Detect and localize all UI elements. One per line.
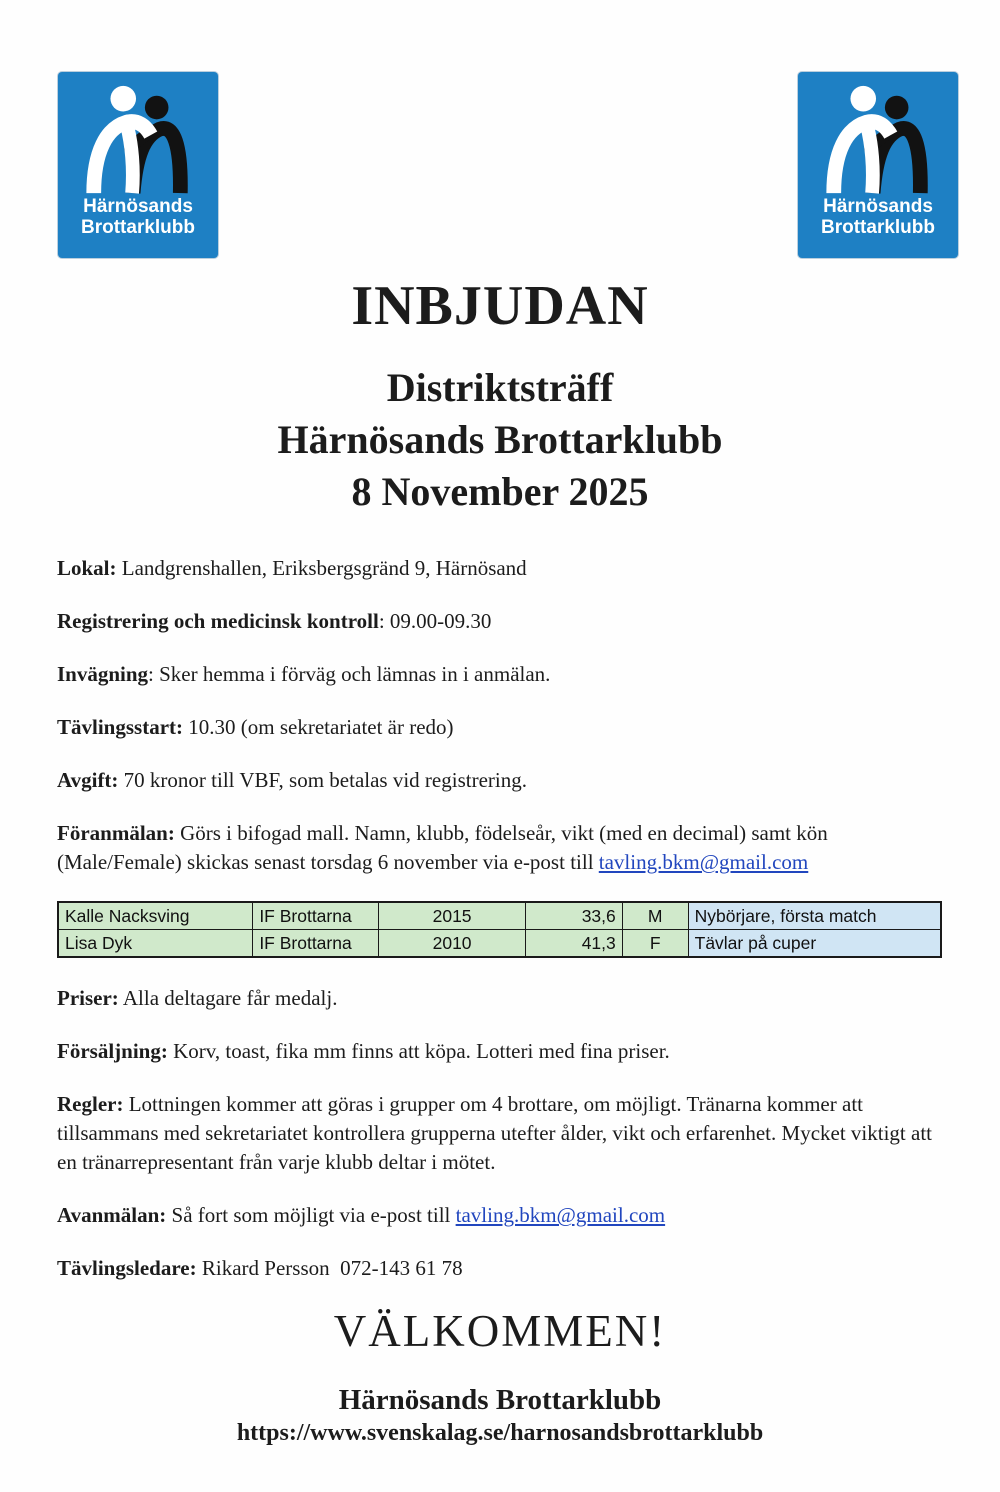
club-logo-left (58, 72, 218, 258)
cell-name: Kalle Nacksving (58, 902, 253, 930)
detail-label: Regler: (57, 1092, 124, 1117)
cell-sex: M (622, 902, 688, 930)
cell-note: Nybörjare, första match (688, 902, 941, 930)
detail-text: 70 kronor till VBF, som betalas vid registrering. (118, 768, 527, 793)
cell-name: Lisa Dyk (58, 930, 253, 958)
table-row (58, 930, 941, 958)
logo-text (821, 196, 935, 239)
entry-table (57, 901, 942, 958)
detail-tavlingsstart (57, 713, 942, 742)
logo-header (0, 0, 1000, 258)
detail-text: Landgrenshallen, Eriksbergsgränd 9, Härnösand (116, 556, 527, 581)
detail-registrering (57, 607, 942, 636)
cell-club: IF Brottarna (253, 902, 379, 930)
cell-weight: 33,6 (525, 902, 622, 930)
detail-label: Avanmälan: (57, 1203, 167, 1228)
wrestlers-icon (819, 82, 937, 194)
detail-label: Föranmälan: (57, 821, 175, 846)
detail-label: Tävlingsledare: (57, 1256, 197, 1281)
email-link[interactable]: tavling.bkm@gmail.com (598, 850, 809, 875)
detail-label: Registrering och medicinsk kontroll (57, 609, 379, 634)
logo-text-line2: Brottarklubb (81, 217, 195, 239)
logo-text (81, 196, 195, 239)
detail-forsaljning (57, 1037, 942, 1066)
cell-year: 2015 (379, 902, 526, 930)
subtitle-club: Härnösands Brottarklubb (277, 417, 723, 463)
detail-label: Försäljning: (57, 1039, 168, 1064)
club-logo-right (798, 72, 958, 258)
logo-text-line1: Härnösands (83, 196, 193, 217)
page-title: INBJUDAN (351, 275, 649, 337)
detail-text: Görs i bifogad mall. Namn, klubb, födelseår, vikt (med en decimal) samt kön (Male/Female) skickas senast torsdag 6 november via e-post till (57, 821, 833, 875)
wrestlers-icon (79, 82, 197, 194)
email-link[interactable]: tavling.bkm@gmail.com (455, 1203, 666, 1228)
detail-label: Avgift: (57, 768, 119, 793)
detail-text: Korv, toast, fika mm finns att köpa. Lotteri med fina priser. (167, 1039, 670, 1064)
footer-url: https://www.svenskalag.se/harnosandsbrottarklubb (236, 1419, 764, 1446)
table-row (58, 902, 941, 930)
detail-text: Rikard Persson 072-143 61 78 (196, 1256, 463, 1281)
detail-text: : 09.00-09.30 (378, 609, 492, 634)
detail-text: Alla deltagare får medalj. (118, 986, 338, 1011)
document-body (57, 554, 942, 1283)
detail-tavlingsledare (57, 1254, 942, 1283)
subtitle-event: Distriktsträff (386, 365, 614, 411)
footer-club-name: Härnösands Brottarklubb (338, 1383, 662, 1416)
cell-club: IF Brottarna (253, 930, 379, 958)
closing-text: VÄLKOMMEN! (333, 1306, 667, 1357)
cell-weight: 41,3 (525, 930, 622, 958)
detail-lokal (57, 554, 942, 583)
detail-text: Lottningen kommer att göras i grupper om 4 brottare, om möjligt. Tränarna kommer att tillsammans med sekretariatet kontrollera grupperna utefter ålder, vikt och erfarenhet. Mycket viktigt att en tränarrepresentant från varje klubb deltar i mötet. (57, 1092, 938, 1175)
cell-note: Tävlar på cuper (688, 930, 941, 958)
subtitle (0, 362, 1000, 518)
logo-text-line2: Brottarklubb (821, 217, 935, 239)
detail-label: Priser: (57, 986, 119, 1011)
detail-text: 10.30 (om sekretariatet är redo) (183, 715, 454, 740)
detail-invagning (57, 660, 942, 689)
footer (0, 1383, 1000, 1448)
detail-text: Så fort som möjligt via e-post till (166, 1203, 456, 1228)
subtitle-date: 8 November 2025 (351, 469, 649, 515)
detail-text: : Sker hemma i förväg och lämnas in i anmälan. (148, 662, 551, 687)
detail-foranmalan (57, 819, 942, 877)
detail-label: Invägning (57, 662, 149, 687)
cell-sex: F (622, 930, 688, 958)
detail-label: Lokal: (57, 556, 117, 581)
detail-label: Tävlingsstart: (57, 715, 183, 740)
detail-avanmalan (57, 1201, 942, 1230)
detail-regler (57, 1090, 942, 1177)
logo-text-line1: Härnösands (823, 196, 933, 217)
detail-avgift (57, 766, 942, 795)
cell-year: 2010 (379, 930, 526, 958)
detail-priser (57, 984, 942, 1013)
